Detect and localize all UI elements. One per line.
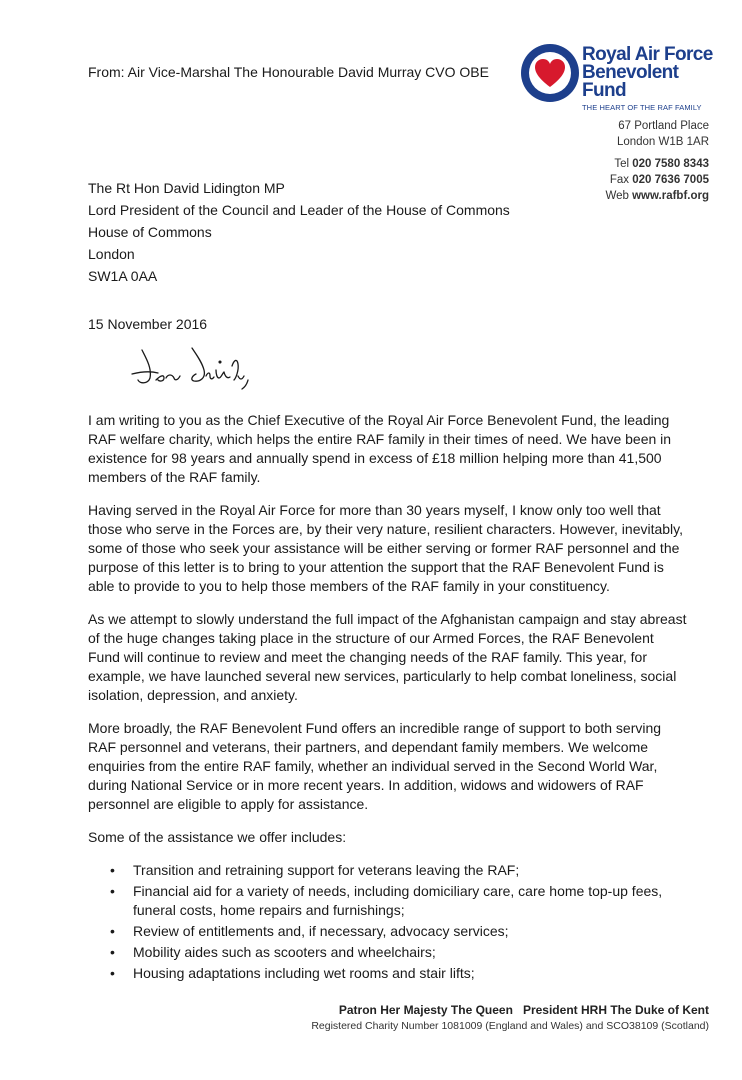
- recipient-line: London: [88, 246, 135, 262]
- body-paragraph: As we attempt to slowly understand the full impact of the Afghanistan campaign and stay abreast of the huge changes taking place in the structure of our Armed Forces, the RAF Benevolent Fund will continue to review and meet the changing needs of the RAF family. This year, for example, we have launched several new services, particularly to help combat loneliness, social isolation, depression, and anxiety.: [88, 611, 687, 703]
- contact-fax: Fax 020 7636 7005: [609, 174, 709, 186]
- registered-charity-line: Registered Charity Number 1081009 (England and Wales) and SCO38109 (Scotland): [311, 1020, 709, 1032]
- body-paragraph: I am writing to you as the Chief Executive of the Royal Air Force Benevolent Fund, the leading RAF welfare charity, which helps the entire RAF family in their times of need. We have been in existence for 98 years and annually spend in excess of £18 million helping more than 41,500 members of the RAF family.: [88, 412, 672, 485]
- patronage-line: Patron Her Majesty The Queen President HRH The Duke of Kent: [338, 1003, 709, 1017]
- list-item-text: Housing adaptations including wet rooms and stair lifts;: [133, 965, 475, 981]
- list-item-text: Review of entitlements and, if necessary, advocacy services;: [133, 923, 509, 939]
- rafbf-logo: [520, 40, 720, 112]
- list-item-text: Mobility aides such as scooters and wheelchairs;: [133, 944, 436, 960]
- recipient-line: Lord President of the Council and Leader of the House of Commons: [88, 202, 510, 218]
- recipient-line: House of Commons: [88, 224, 212, 240]
- letter-date: 15 November 2016: [88, 316, 208, 332]
- list-item-text: Transition and retraining support for veterans leaving the RAF;: [133, 862, 520, 878]
- contact-address-line1: 67 Portland Place: [618, 120, 709, 132]
- assistance-list: [110, 861, 670, 985]
- sender-line: From: Air Vice-Marshal The Honourable David Murray CVO OBE: [88, 64, 489, 80]
- contact-block: [605, 118, 709, 204]
- list-item: [110, 882, 670, 920]
- recipient-line: SW1A 0AA: [88, 268, 158, 284]
- contact-tel: Tel 020 7580 8343: [614, 158, 709, 170]
- letter-body: [88, 411, 688, 861]
- logo-wordmark: [582, 46, 720, 112]
- list-item: [110, 964, 670, 983]
- body-paragraph: More broadly, the RAF Benevolent Fund offers an incredible range of support to both serving RAF personnel and veterans, their partners, and dependant family members. We welcome enquiries from the entire RAF family, whether an individual served in the Second World War, during National Service or in more recent years. In addition, widows and widowers of RAF personnel are eligible to apply for assistance.: [88, 720, 662, 812]
- contact-web: Web www.rafbf.org: [605, 190, 709, 202]
- list-item: [110, 861, 670, 880]
- list-item-text: Financial aid for a variety of needs, including domiciliary care, care home top-up fees, funeral costs, home repairs and furnishings;: [133, 883, 663, 918]
- recipient-line: The Rt Hon David Lidington MP: [88, 180, 285, 196]
- bullet-icon: •: [110, 923, 115, 939]
- recipient-address: [88, 177, 510, 287]
- body-paragraph: Some of the assistance we offer includes:: [88, 829, 347, 845]
- letter-footer: [311, 1003, 709, 1032]
- logo-line2: Benevolent Fund: [582, 62, 679, 101]
- bullet-icon: •: [110, 862, 115, 878]
- bullet-icon: •: [110, 944, 115, 960]
- logo-line1: Royal Air Force: [582, 44, 713, 65]
- list-item: [110, 922, 670, 941]
- list-item: [110, 943, 670, 962]
- handwritten-salutation: [130, 336, 280, 396]
- roundel-heart-icon: [520, 43, 580, 103]
- logo-tagline: THE HEART OF THE RAF FAMILY: [582, 103, 702, 112]
- bullet-icon: •: [110, 965, 115, 981]
- body-paragraph: Having served in the Royal Air Force for more than 30 years myself, I know only too well that those who serve in the Forces are, by their very nature, resilient characters. However, inevitably, some of those who seek your assistance will be either serving or former RAF personnel and the purpose of this letter is to bring to your attention the support that the RAF Benevolent Fund is able to provide to you to help those members of the RAF family in your constituency.: [88, 502, 684, 594]
- contact-address-line2: London W1B 1AR: [616, 136, 709, 148]
- bullet-icon: •: [110, 883, 115, 899]
